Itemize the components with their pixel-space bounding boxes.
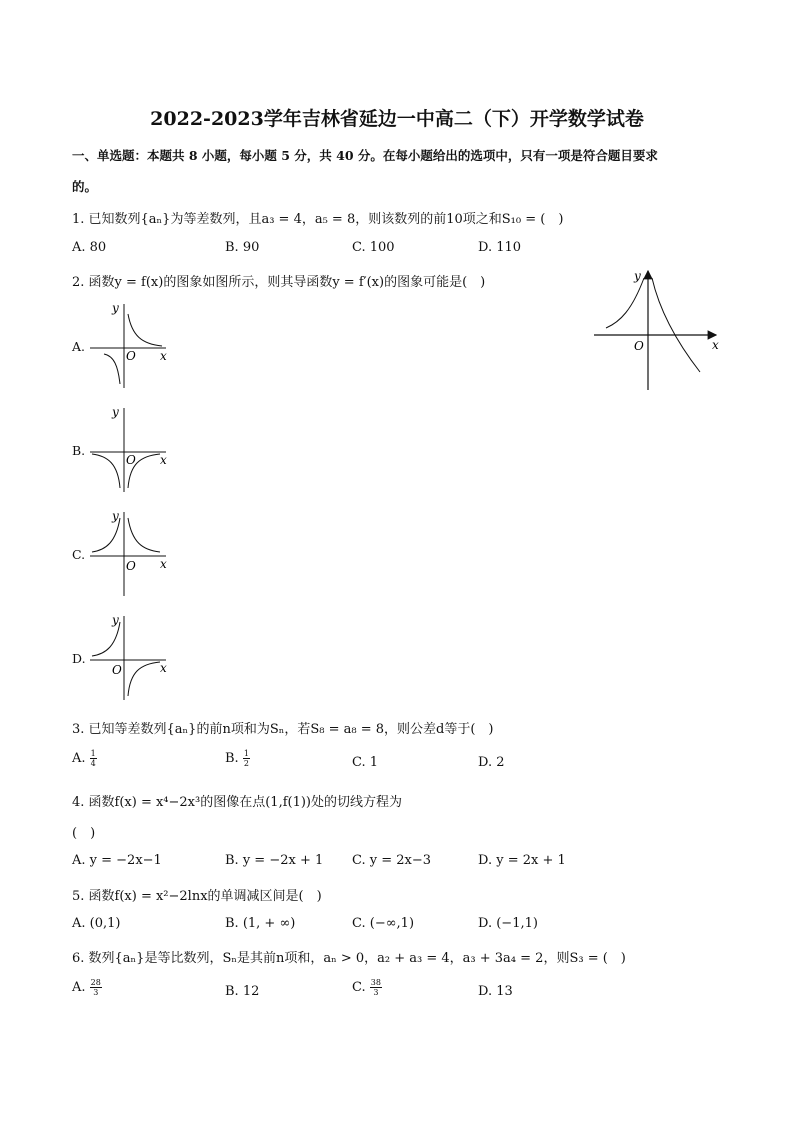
x-label: x xyxy=(712,338,719,352)
q2-option-b-graph xyxy=(88,404,172,494)
q3-option-b: B. $\frac{1}{2}$ xyxy=(225,749,249,768)
q5-option-b: B. (1, + ∞) xyxy=(225,916,296,931)
q2-option-d-graph xyxy=(88,612,172,702)
svg-text:x: x xyxy=(160,661,167,675)
svg-text:y: y xyxy=(112,509,119,523)
q3-stem: 3. 已知等差数列{aₙ}的前n项和为Sₙ，若S₈ = a₈ = 8，则公差d等于( ) xyxy=(72,722,494,737)
svg-text:O: O xyxy=(126,453,136,467)
q3-option-c: C. 1 xyxy=(352,755,379,770)
q1-option-b: B. 90 xyxy=(225,240,260,255)
q2-stem: 2. 函数y = f(x)的图象如图所示，则其导函数y = f′(x)的图象可能是( ) xyxy=(72,275,486,290)
section-heading: 一、单选题：本题共 8 小题，每小题 5 分，共 40 分。在每小题给出的选项中，只有一项是符合题目要求 xyxy=(72,148,658,163)
page-title: 2022-2023学年吉林省延边一中高二（下）开学数学试卷 xyxy=(150,108,644,130)
q3-option-d: D. 2 xyxy=(478,755,505,770)
svg-text:O: O xyxy=(112,663,122,677)
q4-option-b: B. y = −2x + 1 xyxy=(225,853,324,868)
q6-option-a: A. $\frac{28}{3}$ xyxy=(72,978,101,997)
q1-stem: 1. 已知数列{aₙ}为等差数列，且a₃ = 4，a₅ = 8，则该数列的前10项之和S₁₀ = ( ) xyxy=(72,212,564,227)
svg-text:O: O xyxy=(126,349,136,363)
section-heading-cont: 的。 xyxy=(72,179,98,194)
svg-text:x: x xyxy=(160,349,167,363)
q5-option-c: C. (−∞,1) xyxy=(352,916,415,931)
q2-option-d-label: D. xyxy=(72,651,86,666)
svg-text:x: x xyxy=(160,557,167,571)
q4-answer-paren: ( ) xyxy=(72,826,96,841)
q2-main-graph xyxy=(592,266,722,392)
svg-text:x: x xyxy=(160,453,167,467)
q1-option-d: D. 110 xyxy=(478,240,522,255)
svg-text:O: O xyxy=(126,559,136,573)
q5-stem: 5. 函数f(x) = x²−2lnx的单调减区间是( ) xyxy=(72,889,322,904)
q6-option-b: B. 12 xyxy=(225,984,260,999)
q2-option-b-label: B. xyxy=(72,443,86,458)
q4-stem: 4. 函数f(x) = x⁴−2x³的图像在点(1,f(1))处的切线方程为 xyxy=(72,795,403,810)
curve-left xyxy=(606,278,644,328)
y-label: y xyxy=(634,269,641,283)
q2-option-a-graph xyxy=(88,300,172,390)
q5-option-a: A. (0,1) xyxy=(72,916,121,931)
curve-right xyxy=(652,278,700,372)
q4-option-d: D. y = 2x + 1 xyxy=(478,853,566,868)
q6-stem: 6. 数列{aₙ}是等比数列，Sₙ是其前n项和，aₙ > 0，a₂ + a₃ = 4，a₃ + 3a₄ = 2，则S₃ = ( ) xyxy=(72,951,626,966)
q3-option-a: A. $\frac{1}{4}$ xyxy=(72,749,96,768)
q1-option-c: C. 100 xyxy=(352,240,395,255)
origin-label: O xyxy=(634,339,644,353)
svg-text:y: y xyxy=(112,301,119,315)
q4-option-a: A. y = −2x−1 xyxy=(72,853,162,868)
q6-option-d: D. 13 xyxy=(478,984,513,999)
q4-option-c: C. y = 2x−3 xyxy=(352,853,432,868)
q2-option-c-graph xyxy=(88,508,172,598)
q6-option-c: C. $\frac{38}{3}$ xyxy=(352,978,381,997)
q2-option-c-label: C. xyxy=(72,547,86,562)
svg-text:y: y xyxy=(112,405,119,419)
q2-option-a-label: A. xyxy=(72,339,86,354)
svg-text:y: y xyxy=(112,613,119,627)
q5-option-d: D. (−1,1) xyxy=(478,916,538,931)
q1-option-a: A. 80 xyxy=(72,240,107,255)
